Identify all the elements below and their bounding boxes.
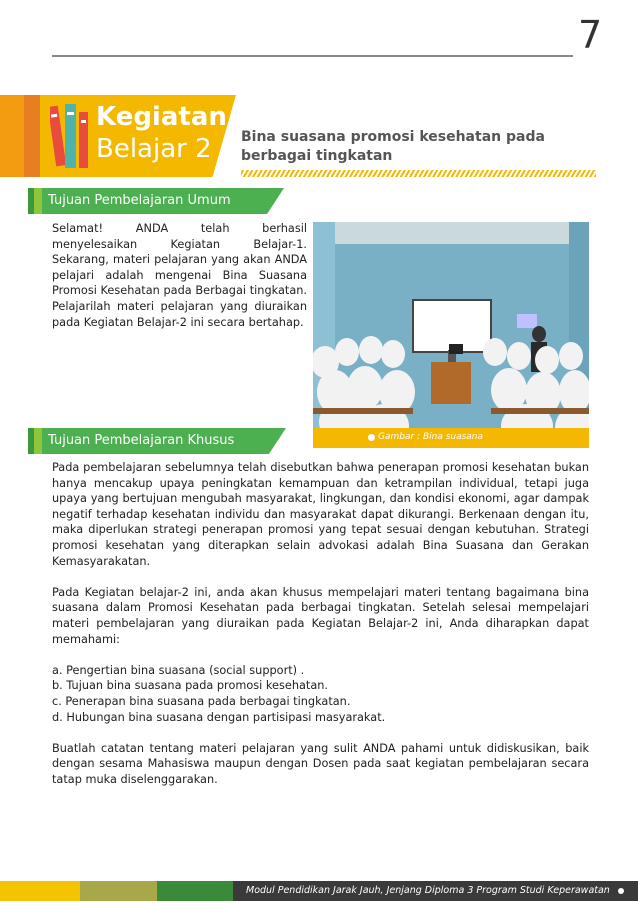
section-label-khusus: Tujuan Pembelajaran Khusus [48,433,235,448]
list-item: d. Hubungan bina suasana dengan partisipasi masyarakat. [52,710,386,724]
footer-block-yellow [0,881,80,901]
khusus-paragraph-2: Pada Kegiatan belajar-2 ini, anda akan khusus mempelajari materi tentang bagaimana bina suasana dalam Promosi Kesehatan pada berbagai tingkatan. Setelah selesai mempelajari materi pembelajaran yang diuraikan pada Kegiatan Belajar-2 ini, Anda diharapkan dapat memahami: [52,585,589,646]
kegiatan-title: Kegiatan [96,102,227,132]
footer-text: Modul Pendidikan Jarak Jauh, Jenjang Diploma 3 Program Studi Keperawatan [246,885,610,896]
footer-bullet-icon [618,888,624,894]
banner-stripe-light [0,95,24,177]
section-stripe [34,188,42,214]
footer-block-olive [80,881,157,901]
section-label-umum: Tujuan Pembelajaran Umum [48,193,231,208]
kegiatan-subtitle: Belajar 2 [96,134,212,164]
objectives-list [52,663,589,725]
list-item: a. Pengertian bina suasana (social support) . [52,663,305,677]
footer-block-green [157,881,233,901]
chapter-heading: Bina suasana promosi kesehatan pada berbagai tingkatan [241,129,545,164]
classroom-photo [313,222,589,428]
intro-paragraph: Selamat! ANDA telah berhasil menyelesaikan Kegiatan Belajar-1. Sekarang, materi pelajaran yang akan ANDA pelajari adalah mengenai Bina Suasana Promosi Kesehatan pada Berbagai tingkatan. Pelajarilah materi pelajaran yang diuraikan pada Kegiatan Belajar-2 ini secara bertahap. [52,222,307,329]
page-number: 7 [578,13,603,57]
khusus-paragraph-1: Pada pembelajaran sebelumnya telah disebutkan bahwa penerapan promosi kesehatan bukan hanya mencakup upaya peningkatan kemampuan dan ketrampilan individual, tetapi juga upaya yang bertujuan mengubah masyarakat, lingkungan, dan kondisi ekonomi, agar dampak negatif terhadap kesehatan individu dan masyarakat dapat dikurangi. Berkenaan dengan itu, maka diperlukan strategi penerapan promosi yang tepat sesuai dengan kebutuhan. Strategi promosi kesehatan yang diterapkan selain advokasi adalah Bina Suasana dan Gerakan Kemasyarakatan. [52,461,589,568]
list-item: b. Tujuan bina suasana pada promosi kesehatan. [52,679,329,693]
books-icon [50,100,92,170]
section-stripe [34,428,42,454]
header-rule [52,55,573,57]
khusus-body [52,460,589,787]
list-item: c. Penerapan bina suasana pada berbagai tingkatan. [52,694,351,708]
photo-caption: Gambar : Bina suasana [378,432,484,442]
caption-bullet-icon [368,434,375,441]
banner-stripe-dark [24,95,40,177]
heading-hatch-decoration [241,170,596,177]
khusus-paragraph-3: Buatlah catatan tentang materi pelajaran yang sulit ANDA pahami untuk didiskusikan, baik dengan sesama Mahasiswa maupun dengan Dosen pada saat kegiatan pembelajaran secara tatap muka diselenggarakan. [52,741,589,786]
